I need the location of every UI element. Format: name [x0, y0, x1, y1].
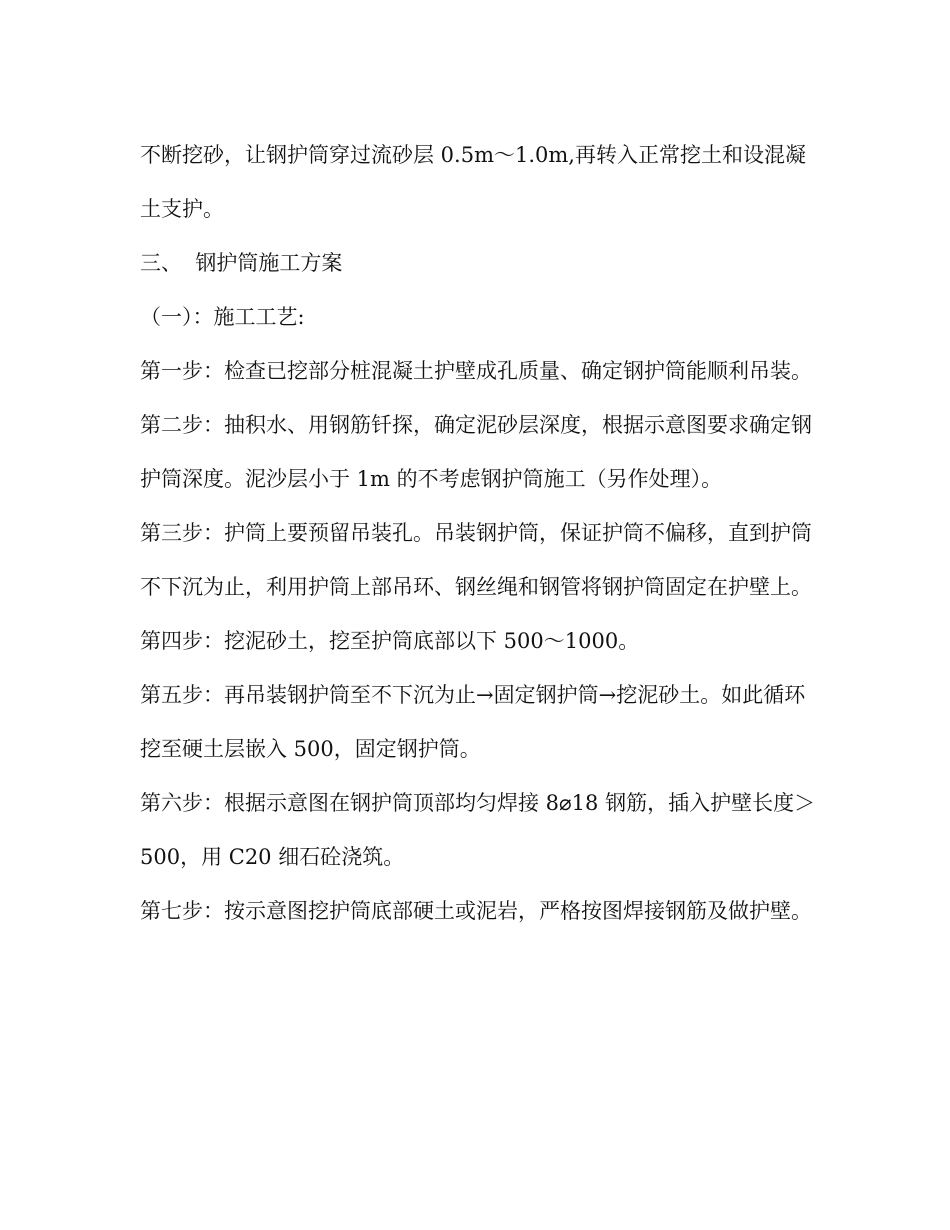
step-1: 第一步：检查已挖部分桩混凝土护壁成孔质量、确定钢护筒能顺利吊装。 [140, 359, 812, 383]
step-3: 第三步：护筒上要预留吊装孔。吊装钢护筒，保证护筒不偏移，直到护筒不下沉为止，利用护筒上部吊环、钢丝绳和钢管将钢护筒固定在护壁上。 [140, 521, 812, 599]
step-6: 第六步：根据示意图在钢护筒顶部均匀焊接 8⌀18 钢筋，插入护壁长度＞500，用 C20 细石砼浇筑。 [140, 791, 816, 869]
step-2: 第二步：抽积水、用钢筋钎探，确定泥砂层深度，根据示意图要求确定钢护筒深度。泥沙层小于 1m 的不考虑钢护筒施工（另作处理）。 [140, 413, 812, 491]
section-heading: 三、 钢护筒施工方案 [140, 251, 343, 275]
subsection-heading: （一）：施工工艺: [140, 305, 305, 329]
step-5: 第五步：再吊装钢护筒至不下沉为止→固定钢护筒→挖泥砂土。如此循环挖至硬土层嵌入 500，固定钢护筒。 [140, 683, 806, 761]
document-body [140, 128, 820, 938]
paragraph-continuation: 不断挖砂，让钢护筒穿过流砂层 0.5m～1.0m,再转入正常挖土和设混凝土支护。 [140, 143, 806, 221]
step-4: 第四步：挖泥砂土，挖至护筒底部以下 500～1000。 [140, 629, 640, 653]
step-7: 第七步：按示意图挖护筒底部硬土或泥岩，严格按图焊接钢筋及做护壁。 [140, 899, 812, 923]
